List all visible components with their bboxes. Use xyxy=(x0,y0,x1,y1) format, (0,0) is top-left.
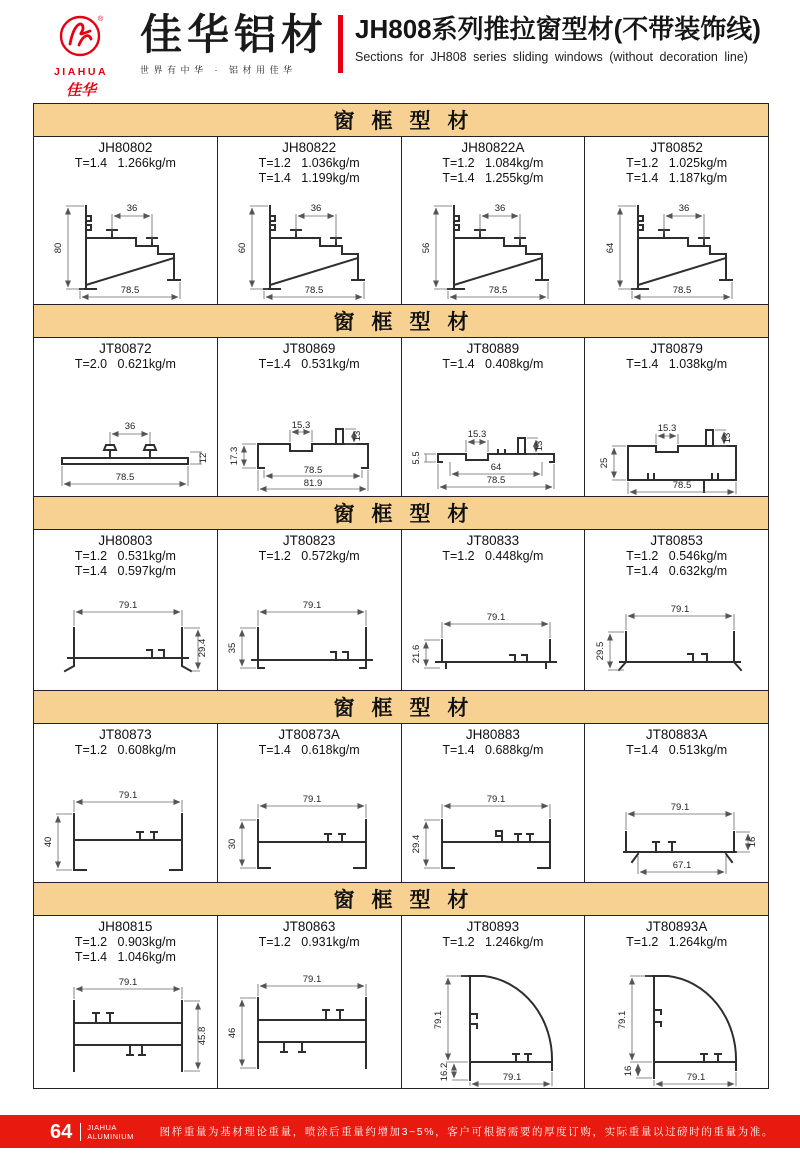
dim-label: 16 xyxy=(746,836,758,848)
section-2 xyxy=(33,304,769,497)
profile-drawing xyxy=(402,584,584,690)
profile-drawing xyxy=(402,396,584,496)
section-4-row xyxy=(34,724,768,882)
profile-cell-jt80852 xyxy=(585,137,768,304)
profile-cell-jt80893 xyxy=(402,916,586,1088)
dim-label: 45.8 xyxy=(197,1026,209,1046)
profile-cell-jh80815 xyxy=(34,916,218,1088)
profile-code: JT80833 xyxy=(466,533,520,548)
section-title: 窗框型材 xyxy=(333,110,486,133)
dim-label: 79.1 xyxy=(670,802,689,813)
dim-label: 64 xyxy=(604,242,616,254)
dim-label: 25 xyxy=(598,457,610,469)
dim-label: 60 xyxy=(237,242,249,254)
dim-label: 79.1 xyxy=(432,1010,444,1030)
profile-spec: T=1.2 0.572kg/m xyxy=(258,549,360,563)
header-divider xyxy=(338,15,343,73)
profile-drawing xyxy=(586,396,768,496)
dim-label: 36 xyxy=(494,203,506,214)
profile-spec: T=1.4 0.632kg/m xyxy=(626,564,728,578)
profile-cell-jt80889 xyxy=(402,338,586,496)
profile-drawing xyxy=(34,396,216,496)
profile-code: JT80863 xyxy=(282,919,336,934)
dim-label: 46 xyxy=(227,1027,239,1039)
dim-label: 36 xyxy=(310,203,322,214)
profile-code: JT80872 xyxy=(99,341,152,356)
profile-drawing xyxy=(402,962,584,1088)
dim-label: 79.1 xyxy=(502,1072,522,1083)
dim-label: 79.1 xyxy=(302,600,322,611)
profile-cell-jt80869 xyxy=(218,338,402,496)
profile-code: JT80869 xyxy=(282,341,336,356)
profile-spec: T=1.4 0.688kg/m xyxy=(442,743,544,757)
dim-label: 29.4 xyxy=(197,638,209,658)
dim-label: 36 xyxy=(127,203,138,214)
profile-drawing xyxy=(218,396,400,496)
title-block xyxy=(355,12,761,64)
profile-cell-jt80823 xyxy=(218,530,402,690)
profile-spec: T=1.2 1.264kg/m xyxy=(626,935,728,949)
brand-name: 佳华铝材 xyxy=(140,11,329,58)
dim-label: 15.3 xyxy=(291,420,311,431)
profiles-table xyxy=(33,103,769,1089)
dim-label: 78.5 xyxy=(486,475,506,486)
dim-label: 12 xyxy=(198,452,210,464)
dim-label: 78.5 xyxy=(672,285,691,296)
dim-label: 16.2 xyxy=(438,1062,450,1082)
profile-cell-jh80802 xyxy=(34,137,218,304)
profile-code: JT80889 xyxy=(466,341,520,356)
dim-label: 79.1 xyxy=(486,612,506,623)
section-2-header xyxy=(34,305,768,338)
logo-name-script: 佳华 xyxy=(65,83,96,99)
dim-label: 78.5 xyxy=(304,285,324,296)
profile-code: JT80893 xyxy=(466,919,520,934)
dim-label: 78.5 xyxy=(116,472,135,483)
profile-drawing xyxy=(34,192,216,304)
section-3-row xyxy=(34,530,768,690)
section-4-header xyxy=(34,691,768,724)
dim-label: 79.1 xyxy=(302,974,322,985)
page-number: 64 xyxy=(50,1120,73,1143)
profile-spec: T=1.4 1.266kg/m xyxy=(74,156,176,170)
profile-spec: T=1.4 1.046kg/m xyxy=(74,950,176,964)
dim-label: 21.6 xyxy=(410,644,422,664)
dim-label: 81.9 xyxy=(303,478,323,489)
dim-label: 36 xyxy=(678,203,689,214)
profile-spec: T=1.2 1.025kg/m xyxy=(626,156,728,170)
profile-spec: T=1.4 0.597kg/m xyxy=(74,564,176,578)
dim-label: 40 xyxy=(43,836,55,848)
profile-code: JT80823 xyxy=(282,533,336,548)
profile-cell-jh80803 xyxy=(34,530,218,690)
profile-spec: T=1.4 0.531kg/m xyxy=(258,357,360,371)
profile-cell-jt80893a xyxy=(585,916,768,1088)
profile-drawing xyxy=(402,192,584,304)
dim-label: 5.5 xyxy=(410,451,422,465)
profile-spec: T=1.2 0.903kg/m xyxy=(74,935,176,949)
section-title: 窗框型材 xyxy=(333,503,486,526)
section-2-row xyxy=(34,338,768,496)
section-3-header xyxy=(34,497,768,530)
dim-label: 13 xyxy=(533,440,545,452)
profile-code: JT80879 xyxy=(650,341,703,356)
profile-code: JT80853 xyxy=(650,533,703,548)
profile-code: JT80893A xyxy=(645,919,708,934)
section-1-row xyxy=(34,137,768,304)
footer-brand-line2: ALUMINIUM xyxy=(87,1131,134,1141)
profile-cell-jt80833 xyxy=(402,530,586,690)
footer-divider xyxy=(80,1123,81,1141)
profile-spec: T=1.4 1.255kg/m xyxy=(442,171,544,185)
logo-name-en: JIAHUA xyxy=(53,66,109,78)
profile-drawing xyxy=(402,776,584,882)
page-subtitle: Sections for JH808 series sliding windows (without decoration line) xyxy=(355,50,748,65)
profile-spec: T=1.4 0.618kg/m xyxy=(258,743,360,757)
dim-label: 79.1 xyxy=(686,1072,705,1083)
dim-label: 78.5 xyxy=(672,480,691,491)
profile-code: JT80873A xyxy=(278,727,340,742)
profile-drawing xyxy=(218,584,400,690)
profile-code: JT80873 xyxy=(99,727,152,742)
profile-spec: T=1.2 1.036kg/m xyxy=(258,156,360,170)
dim-label: 79.1 xyxy=(119,600,138,611)
profile-cell-jt80873a xyxy=(218,724,402,882)
dim-label: 15.3 xyxy=(657,423,676,434)
section-1 xyxy=(33,103,769,305)
profile-code: JH80883 xyxy=(465,727,520,742)
profile-code: JH80822 xyxy=(282,140,337,155)
profile-code: JT80852 xyxy=(650,140,703,155)
profile-drawing xyxy=(586,962,768,1088)
profile-spec: T=1.2 1.084kg/m xyxy=(442,156,544,170)
page-title: JH808系列推拉窗型材(不带装饰线) xyxy=(355,14,761,44)
page-header xyxy=(28,12,761,100)
profile-drawing xyxy=(34,776,216,882)
footer-note: 图样重量为基材理论重量，喷涂后重量约增加3~5%，客户可根据需要的厚度订购，实际重量以过磅时的重量为准。 xyxy=(159,1126,774,1138)
dim-label: 30 xyxy=(227,838,239,850)
profile-spec: T=1.2 0.608kg/m xyxy=(74,743,176,757)
profile-code: JH80822A xyxy=(461,140,525,155)
dim-label: 36 xyxy=(125,421,136,432)
profile-spec: T=2.0 0.621kg/m xyxy=(74,357,176,371)
brand-block xyxy=(140,12,328,76)
profile-cell-jh80822a xyxy=(402,137,586,304)
profile-spec: T=1.4 1.199kg/m xyxy=(258,171,360,185)
profile-cell-jt80873 xyxy=(34,724,218,882)
profile-spec: T=1.2 0.448kg/m xyxy=(442,549,544,563)
profile-spec: T=1.4 1.038kg/m xyxy=(626,357,728,371)
section-1-header xyxy=(34,104,768,137)
profile-spec: T=1.2 1.246kg/m xyxy=(442,935,544,949)
page-footer xyxy=(0,1115,800,1148)
footer-brand-line1: JIAHUA xyxy=(87,1122,117,1132)
profile-drawing xyxy=(586,584,768,690)
section-5-header xyxy=(34,883,768,916)
profile-cell-jt80883a xyxy=(585,724,768,882)
profile-cell-jt80879 xyxy=(585,338,768,496)
dim-label: 29.4 xyxy=(410,834,422,854)
profile-cell-jh80883 xyxy=(402,724,586,882)
profile-code: JH80815 xyxy=(98,919,153,934)
profile-code: JH80802 xyxy=(98,140,153,155)
profile-code: JH80803 xyxy=(98,533,153,548)
dim-label: 17.3 xyxy=(229,446,241,466)
registered-mark: ® xyxy=(98,16,104,23)
company-logo xyxy=(28,12,134,100)
profile-drawing xyxy=(218,962,400,1088)
section-title: 窗框型材 xyxy=(333,889,486,912)
dim-label: 80 xyxy=(53,242,65,254)
footer-brand xyxy=(87,1123,134,1141)
section-title: 窗框型材 xyxy=(333,311,486,334)
dim-label: 79.1 xyxy=(119,790,138,801)
profile-cell-jt80853 xyxy=(585,530,768,690)
profile-drawing xyxy=(586,192,768,304)
profile-drawing xyxy=(34,965,216,1088)
profile-drawing xyxy=(218,776,400,882)
dim-label: 67.1 xyxy=(672,860,691,871)
profile-spec: T=1.2 0.931kg/m xyxy=(258,935,360,949)
profile-spec: T=1.4 0.513kg/m xyxy=(626,743,728,757)
dim-label: 15.3 xyxy=(467,429,487,440)
dim-label: 78.5 xyxy=(121,285,140,296)
dim-label: 78.5 xyxy=(488,285,508,296)
profile-spec: T=1.4 0.408kg/m xyxy=(442,357,544,371)
dim-label: 79.1 xyxy=(486,794,506,805)
brand-tagline: 世界有中华 · 铝材用佳华 xyxy=(140,65,297,76)
section-4 xyxy=(33,690,769,883)
dim-label: 78.5 xyxy=(303,465,323,476)
dim-label: 79.1 xyxy=(670,604,689,615)
dim-label: 79.1 xyxy=(119,977,138,988)
dim-label: 64 xyxy=(490,462,502,473)
dim-label: 35 xyxy=(227,642,239,654)
dim-label: 13 xyxy=(721,432,733,444)
dim-label: 79.1 xyxy=(616,1010,628,1030)
section-title: 窗框型材 xyxy=(333,697,486,720)
profile-drawing xyxy=(218,192,400,304)
profile-drawing xyxy=(586,776,768,882)
profile-spec: T=1.2 0.546kg/m xyxy=(626,549,728,563)
profile-spec: T=1.2 0.531kg/m xyxy=(74,549,176,563)
dim-label: 79.1 xyxy=(302,794,322,805)
profile-cell-jt80872 xyxy=(34,338,218,496)
profile-spec: T=1.4 1.187kg/m xyxy=(626,171,728,185)
section-3 xyxy=(33,496,769,691)
profile-code: JT80883A xyxy=(645,727,708,742)
profile-cell-jh80822 xyxy=(218,137,402,304)
dim-label: 13 xyxy=(352,430,364,442)
section-5 xyxy=(33,882,769,1089)
jiahua-emblem-icon xyxy=(57,12,105,60)
profile-cell-jt80863 xyxy=(218,916,402,1088)
section-5-row xyxy=(34,916,768,1088)
dim-label: 29.5 xyxy=(594,641,606,661)
dim-label: 56 xyxy=(420,242,432,254)
dim-label: 16 xyxy=(622,1065,634,1077)
profile-drawing xyxy=(34,584,216,690)
